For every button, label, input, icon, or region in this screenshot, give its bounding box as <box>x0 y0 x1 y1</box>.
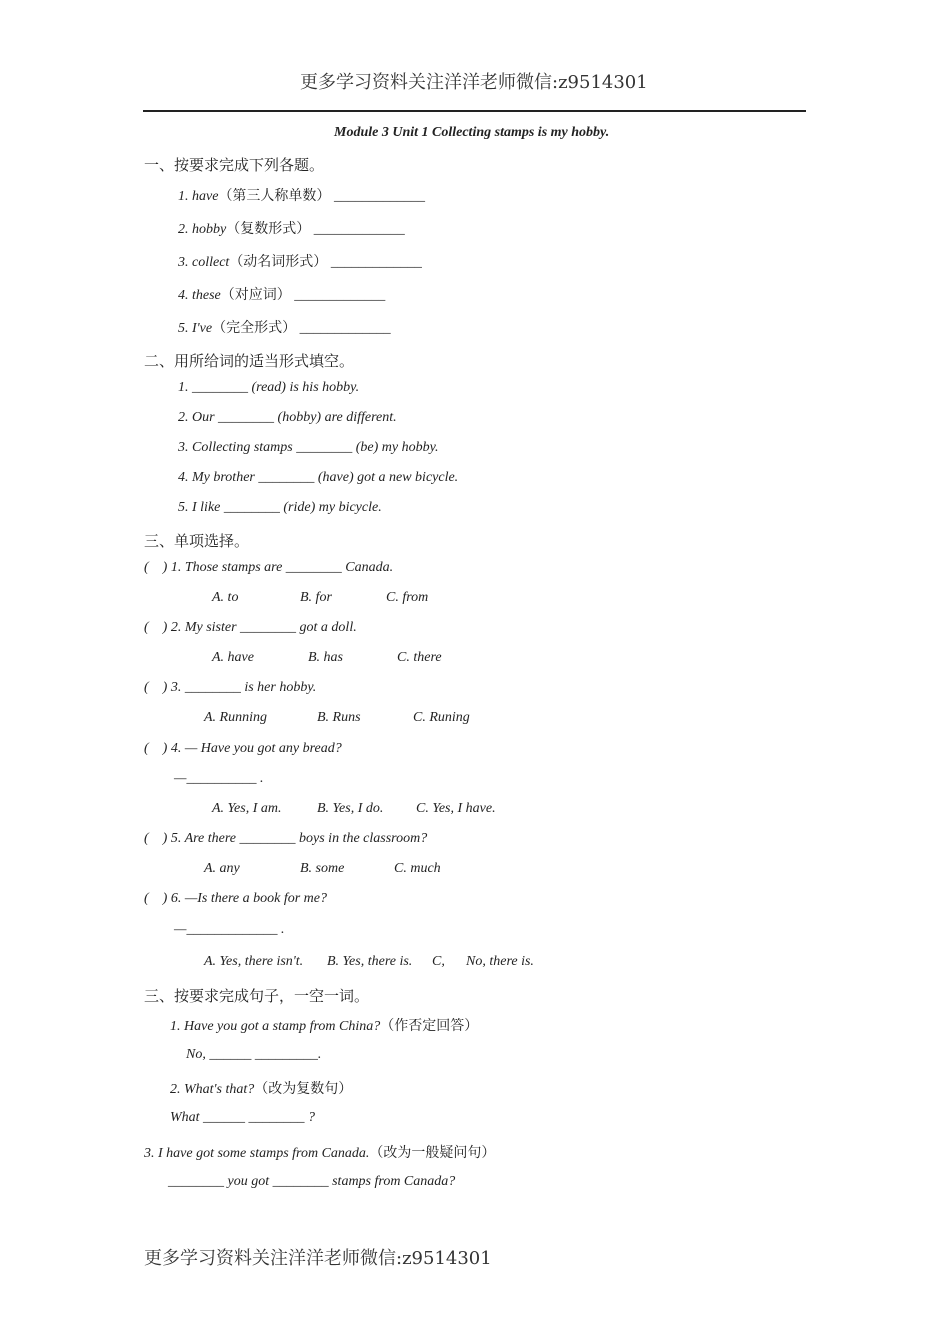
s3-q6-option-a: A. Yes, there isn't. <box>204 954 304 969</box>
s3-q1-stem[interactable]: ( ) 1. Those stamps are ________ Canada. <box>144 560 394 575</box>
s3-q3-stem[interactable]: ( ) 3. ________ is her hobby. <box>144 680 317 695</box>
s3-q4-option-a: A. Yes, I am. <box>212 801 282 816</box>
s1-item-4-zh: （对应词） <box>220 287 291 303</box>
section2-heading: 二、用所给词的适当形式填空。 <box>144 352 355 370</box>
s1-item-2-en: 2. hobby <box>178 222 227 237</box>
s3-q4-stem[interactable]: ( ) 4. — Have you got any bread? <box>144 741 342 756</box>
s3-q6-answer[interactable]: —_____________ . <box>174 922 285 937</box>
s1-item-4 <box>178 284 385 304</box>
s4-q1-en: 1. Have you got a stamp from China? <box>170 1019 381 1034</box>
s1-item-1-blank[interactable]: _____________ <box>333 189 425 204</box>
s4-q2-answer[interactable]: What ______ ________ ? <box>170 1110 316 1125</box>
s2-item-1[interactable]: 1. ________ (read) is his hobby. <box>178 380 360 395</box>
s1-item-2 <box>178 218 405 238</box>
s3-q3-option-b: B. Runs <box>317 710 361 725</box>
s1-item-5-blank[interactable]: _____________ <box>299 321 391 336</box>
s1-item-1 <box>178 185 425 205</box>
s2-item-3[interactable]: 3. Collecting stamps ________ (be) my hobby. <box>178 440 439 455</box>
s3-q4-option-b: B. Yes, I do. <box>317 801 384 816</box>
s1-item-3-blank[interactable]: _____________ <box>330 255 422 270</box>
s4-q3-zh: （改为一般疑问句） <box>369 1145 496 1161</box>
s4-q2-en: 2. What's that? <box>170 1082 255 1097</box>
s1-item-4-en: 4. these <box>178 288 221 303</box>
page-header: 更多学习资料关注洋洋老师微信:z9514301 <box>300 72 648 93</box>
s3-q5-stem[interactable]: ( ) 5. Are there ________ boys in the classroom? <box>144 831 428 846</box>
s4-q1-answer[interactable]: No, ______ _________. <box>186 1047 322 1062</box>
header-divider <box>143 110 806 112</box>
s3-q1-option-b: B. for <box>300 590 332 605</box>
s3-q6-option-b: B. Yes, there is. <box>327 954 413 969</box>
s3-q5-option-c: C. much <box>394 861 441 876</box>
s4-q3-answer[interactable]: ________ you got ________ stamps from Canada? <box>168 1174 456 1189</box>
s1-item-2-blank[interactable]: _____________ <box>313 222 405 237</box>
s3-q6-stem[interactable]: ( ) 6. —Is there a book for me? <box>144 891 328 906</box>
section1-heading: 一、按要求完成下列各题。 <box>144 156 325 174</box>
s3-q3-option-a: A. Running <box>204 710 267 725</box>
s1-item-1-en: 1. have <box>178 189 219 204</box>
s3-q6-option-c-text: No, there is. <box>466 954 534 969</box>
s1-item-5-zh: （完全形式） <box>212 320 297 336</box>
section4-heading: 三、按要求完成句子，一空一词。 <box>144 987 370 1005</box>
s3-q5-option-b: B. some <box>300 861 345 876</box>
worksheet-title: Module 3 Unit 1 Collecting stamps is my hobby. <box>334 125 610 140</box>
s1-item-3 <box>178 251 422 271</box>
s1-item-1-zh: （第三人称单数） <box>218 188 331 204</box>
s4-q1-zh: （作否定回答） <box>380 1018 479 1034</box>
s2-item-2[interactable]: 2. Our ________ (hobby) are different. <box>178 410 397 425</box>
s3-q2-option-c: C. there <box>397 650 442 665</box>
s3-q3-option-c: C. Runing <box>413 710 470 725</box>
s4-q2-zh: （改为复数句） <box>254 1081 353 1097</box>
s1-item-3-zh: （动名词形式） <box>229 254 328 270</box>
section3-heading: 三、单项选择。 <box>144 532 250 550</box>
s3-q4-option-c: C. Yes, I have. <box>416 801 496 816</box>
page-footer: 更多学习资料关注洋洋老师微信:z9514301 <box>144 1248 492 1269</box>
s3-q2-stem[interactable]: ( ) 2. My sister ________ got a doll. <box>144 620 357 635</box>
s3-q2-option-a: A. have <box>212 650 254 665</box>
s4-q1 <box>170 1015 478 1035</box>
s3-q5-option-a: A. any <box>204 861 240 876</box>
s4-q2 <box>170 1078 352 1098</box>
s4-q3 <box>144 1142 495 1162</box>
s3-q1-option-a: A. to <box>212 590 239 605</box>
s2-item-4[interactable]: 4. My brother ________ (have) got a new bicycle. <box>178 470 459 485</box>
s3-q2-option-b: B. has <box>308 650 343 665</box>
s1-item-3-en: 3. collect <box>178 255 230 270</box>
s2-item-5[interactable]: 5. I like ________ (ride) my bicycle. <box>178 500 382 515</box>
s1-item-5-en: 5. I've <box>178 321 213 336</box>
s1-item-4-blank[interactable]: _____________ <box>294 288 386 303</box>
s3-q1-option-c: C. from <box>386 590 429 605</box>
s3-q6-option-c: C, <box>432 954 445 969</box>
s1-item-2-zh: （复数形式） <box>226 221 311 237</box>
s3-q4-answer[interactable]: —__________ . <box>174 771 264 786</box>
s4-q3-en: 3. I have got some stamps from Canada. <box>144 1146 370 1161</box>
s1-item-5 <box>178 317 391 337</box>
